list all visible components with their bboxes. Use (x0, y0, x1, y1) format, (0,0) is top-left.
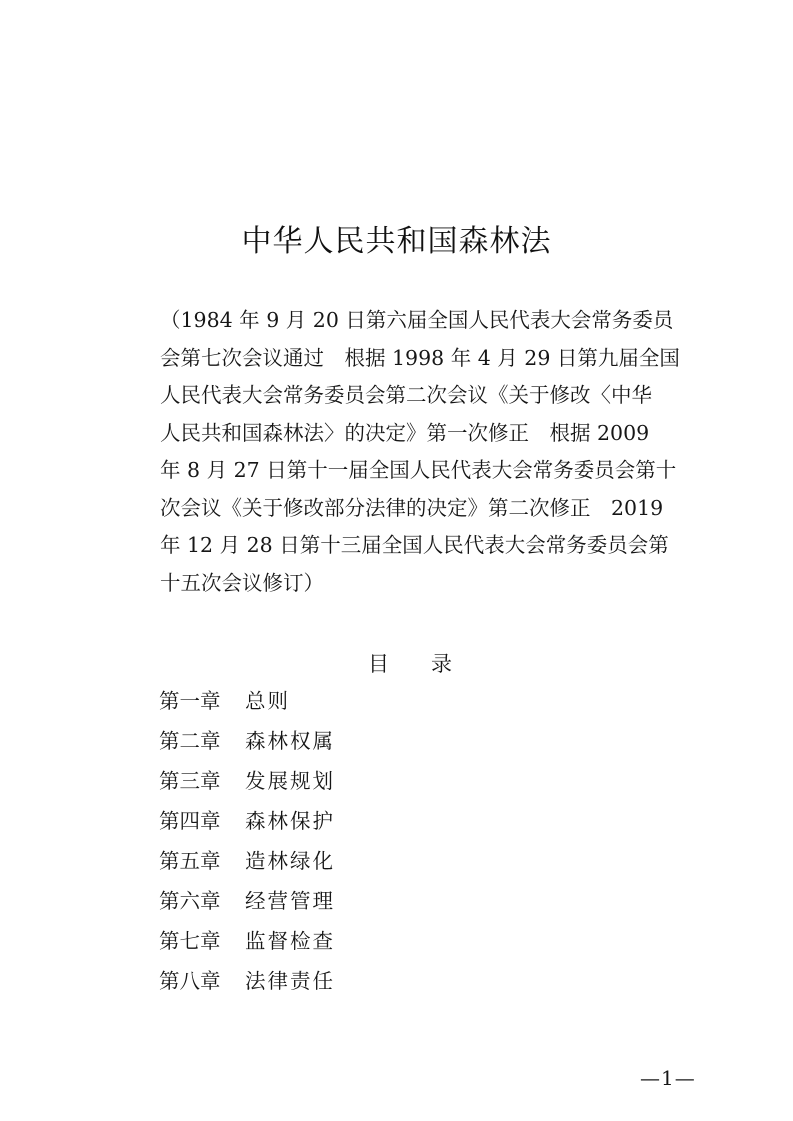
toc-item (159, 686, 335, 726)
chapter-number: 第三章 (159, 769, 221, 793)
toc-item (159, 886, 335, 926)
chapter-number: 第二章 (159, 729, 221, 753)
chapter-name: 监督检查 (245, 929, 335, 953)
history-line: 会第七次会议通过 根据 1998 年 4 月 29 日第九届全国 (160, 345, 680, 370)
chapter-name: 经营管理 (245, 889, 335, 913)
history-line: 次会议《关于修改部分法律的决定》第二次修正 2019 (160, 495, 664, 520)
toc-item (159, 966, 335, 1006)
toc-item (159, 846, 335, 886)
chapter-name: 森林保护 (245, 809, 335, 833)
chapter-number: 第七章 (159, 929, 221, 953)
history-line: 年 8 月 27 日第十一届全国人民代表大会常务委员会第十 (160, 458, 677, 482)
chapter-number: 第一章 (159, 689, 221, 713)
history-line: 人民共和国森林法〉的决定》第一次修正 根据 2009 (160, 420, 650, 445)
toc-item (159, 726, 335, 766)
chapter-number: 第八章 (159, 969, 221, 993)
history-line: 人民代表大会常务委员会第二次会议《关于修改〈中华 (160, 383, 652, 407)
amendment-history (160, 302, 680, 602)
chapter-name: 造林绿化 (245, 849, 335, 873)
chapter-number: 第五章 (159, 849, 221, 873)
chapter-number: 第四章 (159, 809, 221, 833)
chapter-name: 发展规划 (245, 769, 335, 793)
chapter-name: 总则 (245, 689, 290, 713)
chapter-number: 第六章 (159, 889, 221, 913)
toc-item (159, 766, 335, 806)
toc-item (159, 806, 335, 846)
chapter-name: 法律责任 (245, 969, 335, 993)
history-line: 年 12 月 28 日第十三届全国人民代表大会常务委员会第 (160, 533, 669, 557)
table-of-contents (159, 686, 335, 1006)
toc-heading: 目 录 (368, 652, 452, 676)
history-line: 十五次会议修订） (160, 570, 324, 595)
history-line: （1984 年 9 月 20 日第六届全国人民代表大会常务委员 (160, 308, 674, 332)
page-number: —1— (640, 1066, 696, 1090)
toc-item (159, 926, 335, 966)
document-title: 中华人民共和国森林法 (241, 224, 552, 259)
chapter-name: 森林权属 (245, 729, 335, 753)
